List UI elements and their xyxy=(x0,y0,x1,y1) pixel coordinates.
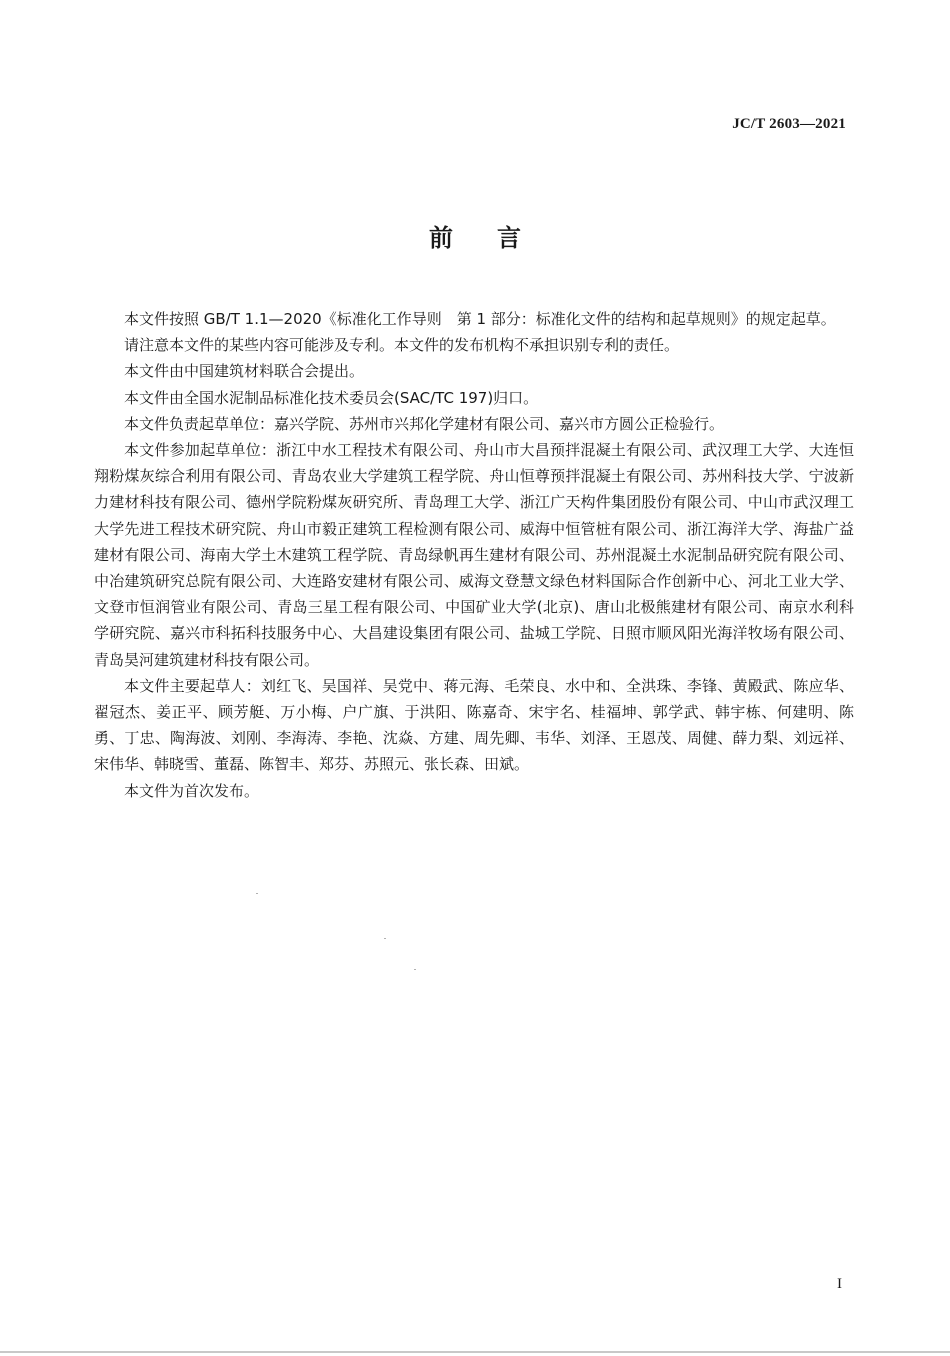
paragraph-main-drafters: 本文件主要起草人：刘红飞、吴国祥、吴党中、蒋元海、毛荣良、水中和、全洪珠、李锋、黄殿武、陈应华、翟冠杰、姜正平、顾芳艇、万小梅、户广旗、于洪阳、陈嘉奇、宋宇名、桂福坤、郭学武、韩宇栋、何建明、陈勇、丁忠、陶海波、刘刚、李海涛、李艳、沈焱、方建、周先卿、韦华、刘泽、王恩茂、周健、薛力梨、刘远祥、宋伟华、韩晓雪、董磊、陈智丰、郑芬、苏照元、张长森、田斌。 xyxy=(94,676,854,774)
paragraph-proposed-by: 本文件由中国建筑材料联合会提出。 xyxy=(124,362,365,381)
scan-artifact xyxy=(414,969,416,970)
paragraph-administered-by: 本文件由全国水泥制品标准化技术委员会(SAC/TC 197)归口。 xyxy=(124,388,539,407)
standard-code: JC/T 2603—2021 xyxy=(732,116,846,132)
paragraph-patent-notice: 请注意本文件的某些内容可能涉及专利。本文件的发布机构不承担识别专利的责任。 xyxy=(124,336,680,355)
bottom-edge-line xyxy=(0,1351,950,1353)
paragraph-lead-drafters: 本文件负责起草单位：嘉兴学院、苏州市兴邦化学建材有限公司、嘉兴市方圆公正检验行。 xyxy=(124,414,725,433)
foreword-body xyxy=(94,306,854,804)
page-title: 前言 xyxy=(429,224,565,252)
scan-artifact xyxy=(384,938,386,939)
page-number: I xyxy=(837,1276,842,1292)
paragraph-drafting-rules: 本文件按照 GB/T 1.1—2020《标准化工作导则 第 1 部分：标准化文件的结构和起草规则》的规定起草。 xyxy=(124,310,836,328)
scan-artifact xyxy=(256,893,258,894)
paragraph-first-release: 本文件为首次发布。 xyxy=(124,781,260,800)
paragraph-participating-drafters: 本文件参加起草单位：浙江中水工程技术有限公司、舟山市大昌预拌混凝土有限公司、武汉理工大学、大连恒翔粉煤灰综合利用有限公司、青岛农业大学建筑工程学院、舟山恒尊预拌混凝土有限公司、苏州科技大学、宁波新力建材科技有限公司、德州学院粉煤灰研究所、青岛理工大学、浙江广天构件集团股份有限公司、中山市武汉理工大学先进工程技术研究院、舟山市毅正建筑工程检测有限公司、威海中恒管桩有限公司、浙江海洋大学、海盐广益建材有限公司、海南大学土木建筑工程学院、青岛绿帆再生建材有限公司、苏州混凝土水泥制品研究院有限公司、中冶建筑研究总院有限公司、大连路安建材有限公司、威海文登慧文绿色材料国际合作创新中心、河北工业大学、文登市恒润管业有限公司、青岛三星工程有限公司、中国矿业大学(北京)、唐山北极熊建材有限公司、南京水利科学研究院、嘉兴市科拓科技服务中心、大昌建设集团有限公司、盐城工学院、日照市顺风阳光海洋牧场有限公司、青岛昊河建筑建材科技有限公司。 xyxy=(94,441,854,669)
